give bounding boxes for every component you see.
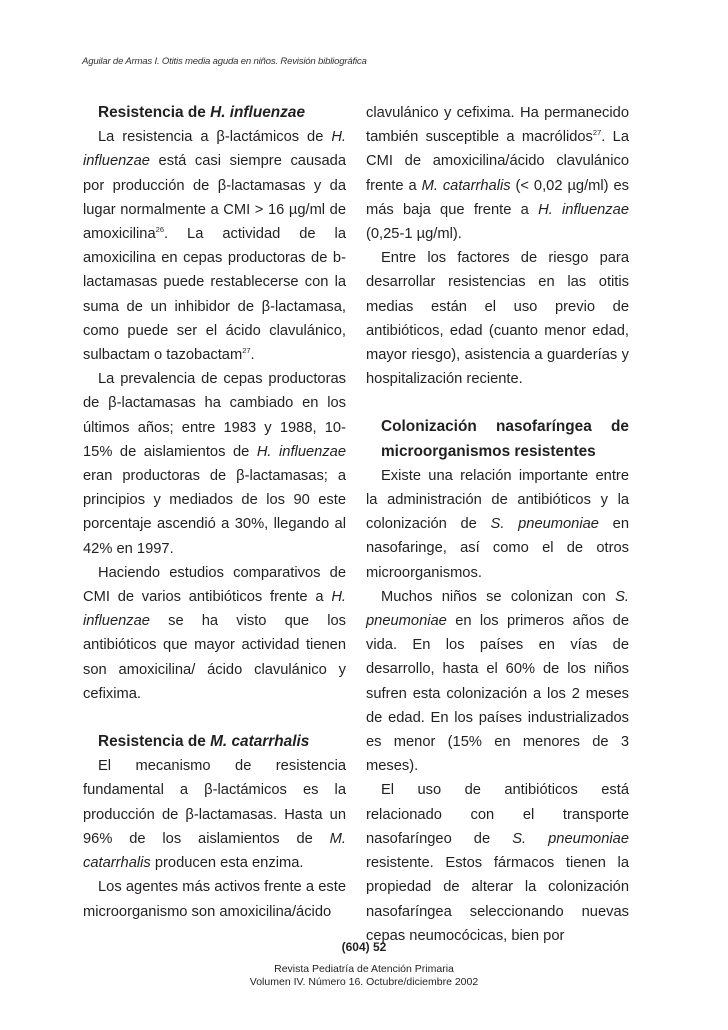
journal-issue: Volumen IV. Número 16. Octubre/diciembre 2002: [249, 976, 479, 988]
journal-info: [0, 963, 728, 989]
section-title-colonizacion: Colonización nasofaríngea de microorganismos resistentes: [381, 418, 629, 460]
paragraph: La resistencia a β-lactámicos de H. influenzae está casi siempre causada por producción de β-lactamasas y da lugar normalmente a CMI > 16 µg/ml de amoxicilina$^{26}$. La actividad de la amoxicilina en cepas productoras de b-lactamasas puede restablecerse con la suma de un inhibidor de β-lactamasa, como puede ser el ácido clavulánico, sulbactam o tazobactam$^{27}$.: [83, 129, 346, 364]
section-title-h-influenzae: Resistencia de H. influenzae: [98, 104, 305, 121]
running-head: Aguilar de Armas I. Otitis media aguda en niños. Revisión bibliográfica: [82, 56, 367, 67]
journal-name: Revista Pediatría de Atención Primaria: [274, 963, 454, 975]
citation-ref: 27: [242, 346, 251, 356]
paragraph: El mecanismo de resistencia fundamental a β-lactámicos es la producción de β-lactamasas. Hasta un 96% de los aislamientos de M. catarrhalis producen esta enzima.: [83, 758, 346, 872]
page-number: (604) 52: [341, 940, 387, 954]
right-column: [366, 101, 629, 948]
paragraph: Muchos niños se colonizan con S. pneumoniae en los primeros años de vida. En los países en vías de desarrollo, hasta el 60% de los niños sufren esta colonización a los 2 meses de edad. En los países industrializados es menor (15% en menores de 3 meses).: [366, 588, 629, 775]
paragraph: La prevalencia de cepas productoras de β-lactamasas ha cambiado en los últimos años; entre 1983 y 1988, 10-15% de aislamientos de H. influenzae eran productoras de β-lactamasas; a principios y mediados de los 90 este porcentaje ascendió a 30%, llegando al 42% en 1997.: [83, 371, 347, 557]
paragraph: Entre los factores de riesgo para desarrollar resistencias en las otitis medias están el uso previo de antibióticos, edad (cuanto menor edad, mayor riesgo), asistencia a guarderías y hospitalización reciente.: [366, 250, 629, 388]
paragraph: Haciendo estudios comparativos de CMI de varios antibióticos frente a H. influenzae se ha visto que los antibióticos que mayor actividad tienen son amoxicilina/ ácido clavulánico y cefixima.: [83, 564, 346, 702]
paragraph: Existe una relación importante entre la administración de antibióticos y la colonización de S. pneumoniae en nasofaringe, así como el de otros microorganismos.: [366, 467, 629, 581]
section-title-m-catarrhalis: Resistencia de M. catarrhalis: [98, 733, 310, 751]
citation-ref: 27: [592, 128, 602, 138]
organism-name: M. catarrhalis: [210, 733, 310, 751]
left-column: [83, 101, 346, 924]
organism-name: H. influenzae: [210, 104, 305, 121]
paragraph: El uso de antibióticos está relacionado con el transporte nasofaríngeo de S. pneumoniae resistente. Estos fármacos tienen la propiedad de alterar la colonización nasofaríngea seleccionando nuevas cepas neumocócicas, bien por: [366, 782, 629, 944]
paragraph: clavulánico y cefixima. Ha permanecido también susceptible a macrólidos$^{27}$. La CMI de amoxicilina/ácido clavulánico frente a M. catarrhalis (< 0,02 µg/ml) es más baja que frente a H. influenzae (0,25-1 µg/ml).: [366, 105, 629, 243]
citation-ref: 26: [155, 225, 164, 235]
paragraph: Los agentes más activos frente a este microorganismo son amoxicilina/ácido: [83, 879, 346, 920]
